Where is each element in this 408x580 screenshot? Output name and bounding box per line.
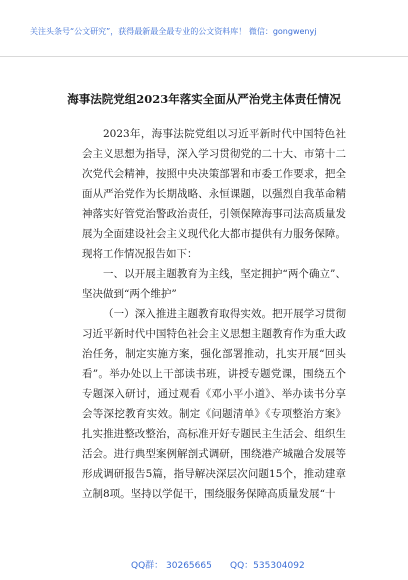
document-title: 海事法院党组2023年落实全面从严治党主体责任情况 bbox=[67, 92, 341, 106]
footer-contact bbox=[0, 559, 408, 575]
subsection-paragraph: （一）深入推进主题教育取得实效。把开展学习贯彻习近平新时代中国特色社会主义思想主题教育作为重大政治任务，制定实施方案，强化部署推动，扎实开展“回头看”。举办处以上干部读书班，讲授专题党课，围绕五个专题深入研讨，通过观看《邓小平小道》、举办读书分享会等深挖教育实效。制定《问题清单》《专项整治方案》扎实推进整改整治，高标准开好专题民主生活会、组织生活会。进行典型案例解剖式调研，围绕港产城融合发展等形成调研报告5篇，指导解决深层次问题15个，推动建章立制8项。坚持以学促干，围绕服务保障高质量发展“十 bbox=[82, 308, 346, 500]
qq-number: QQ：535304092 bbox=[230, 561, 305, 571]
promo-banner-text: 关注头条号“公文研究”，获得最新最全最专业的公文资料库！ 微信：gongwenyj bbox=[30, 27, 317, 36]
document-body bbox=[82, 124, 346, 504]
header-banner bbox=[0, 0, 408, 57]
intro-paragraph: 2023年，海事法院党组以习近平新时代中国特色社会主义思想为指导，深入学习贯彻党的二十大、市第十二次党代会精神，按照中央决策部署和市委工作要求，把全面从严治党作为长期战略、永恒课题，以强烈自我革命精神落实好管党治警政治责任，引领保障海事司法高质量发展为全面建设社会主义现代化大都市提供有力服务保障。现将工作情况报告如下： bbox=[82, 128, 346, 260]
qq-group-number: QQ群： 30265665 bbox=[131, 561, 212, 571]
section-heading: 一、以开展主题教育为主线，坚定拥护“两个确立”、坚决做到“两个维护” bbox=[82, 268, 346, 300]
